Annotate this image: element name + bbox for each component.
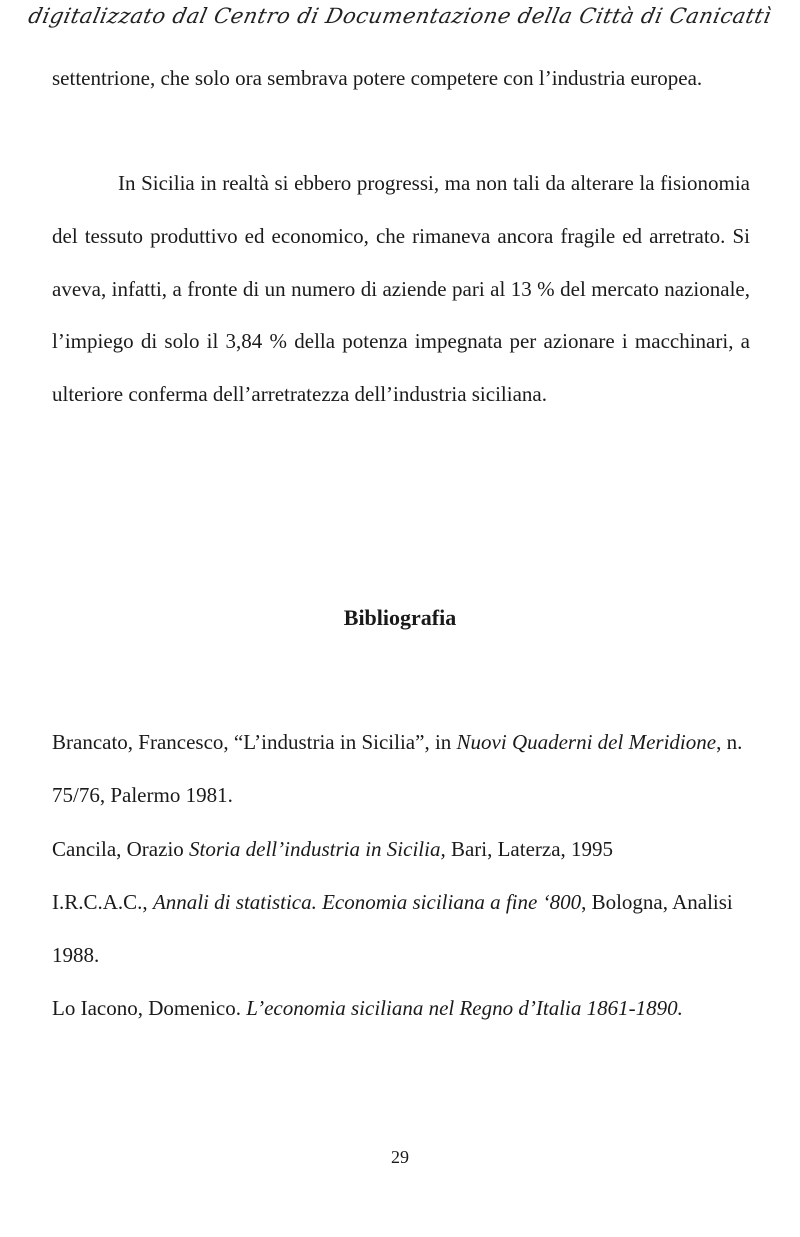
entry-details: Bari, Laterza, 1995 — [445, 837, 614, 861]
entry-details: , n. 75/76, Palermo 1981. — [52, 730, 743, 807]
entry-title: Annali di statistica. Economia siciliana a fine ‘800 — [152, 890, 582, 914]
entry-author: Cancila, Orazio — [52, 837, 190, 861]
page-number: 29 — [391, 1147, 409, 1167]
entry-author: I.R.C.A.C., — [52, 890, 153, 914]
bibliography-entry — [52, 982, 752, 1035]
bibliography-entry — [52, 823, 752, 876]
bibliography-heading: Bibliografia — [343, 605, 457, 630]
entry-author: Brancato, Francesco, “L’industria in Sicilia”, in — [52, 730, 457, 754]
bibliography-entry — [52, 876, 752, 982]
entry-details: , Bologna, Analisi 1988. — [52, 890, 733, 967]
body-paragraph-2: In Sicilia in realtà si ebbero progressi, ma non tali da alterare la fisionomia del tessuto produttivo ed economico, che rimaneva ancora fragile ed arretrato. Si aveva, infatti, a fronte di un numero di aziende pari al 13 % del mercato nazionale, l’impiego di solo il 3,84 % della potenza impegnata per azionare i macchinari, a ulteriore conferma dell’arretratezza dell’industria siciliana. — [52, 171, 750, 407]
entry-title: Nuovi Quaderni del Meridione — [456, 730, 717, 754]
watermark-header: digitalizzato dal Centro di Documentazione della Città di Canicattì — [26, 4, 774, 28]
entry-author: Lo Iacono, Domenico. — [52, 996, 247, 1020]
entry-title: L’economia siciliana nel Regno d’Italia 1861-1890. — [246, 996, 683, 1020]
bibliography-entry — [52, 716, 752, 822]
body-paragraph-1: settentrione, che solo ora sembrava potere competere con l’industria europea. — [52, 66, 703, 90]
entry-title: Storia dell’industria in Sicilia, — [189, 837, 446, 861]
